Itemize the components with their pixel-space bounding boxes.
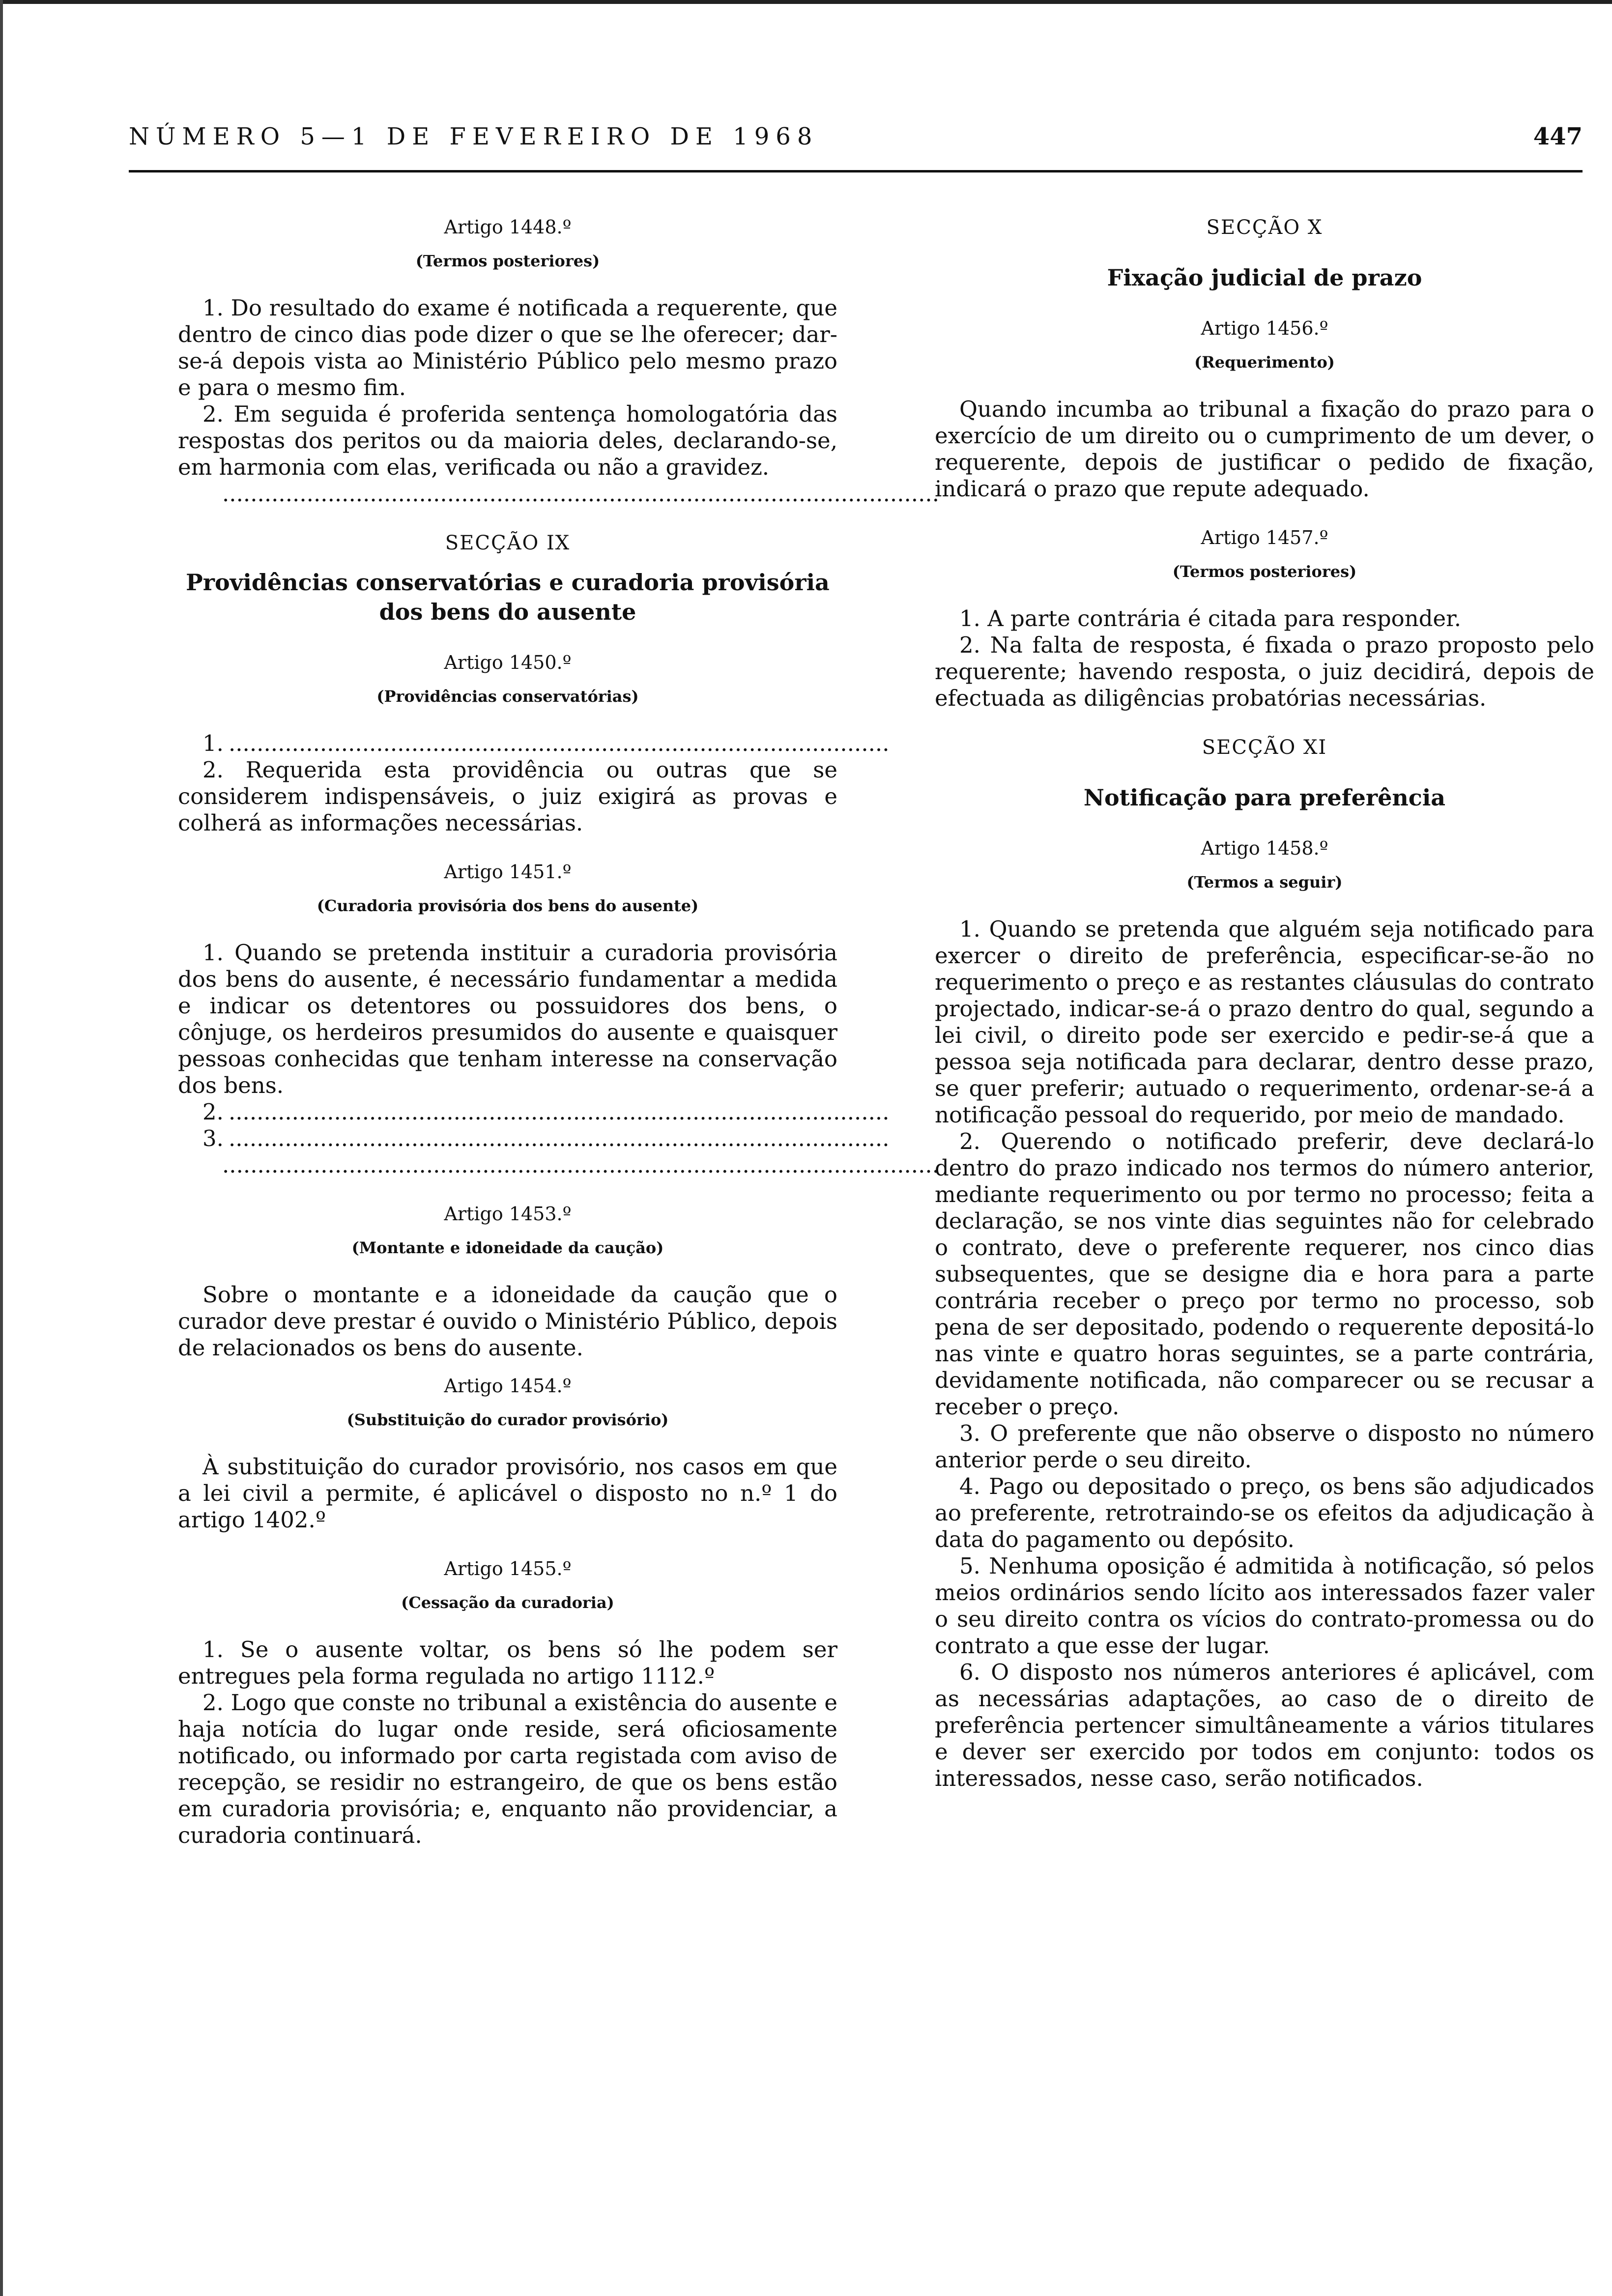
section-xi-label: SECÇÃO XI	[1202, 736, 1327, 759]
article-1458-paragraph-2: 2. Querendo o notificado preferir, deve declará-lo dentro do prazo indicado nos termos do número anterior, mediante requerimento ou por termo no processo; feita a declaração, se nos vinte dias seguintes não for celebrado o contrato, deve o preferente requerer, nos cinco dias subsequentes, que se designe dia e hora para a parte contrária receber o preço por termo no processo, sob pena de ser depositado, podendo o requerente depositá-lo nas vinte e quatro horas seguintes, se a parte contrária, devidamente notificada, não comparecer ou se recusar a receber o preço.	[935, 1128, 1594, 1420]
page-number: 447	[1533, 123, 1583, 150]
article-1453-subtitle: (Montante e idoneidade da caução)	[351, 1238, 664, 1257]
right-column	[935, 216, 1594, 1792]
article-1450-paragraph-2: 2. Requerida esta providência ou outras que se considerem indispensáveis, o juiz exigirá as provas e colherá as informações necessárias.	[178, 756, 837, 836]
article-1451-item-3	[178, 1125, 890, 1152]
article-1458-title: Artigo 1458.º	[1201, 837, 1328, 859]
elision-dots: ..............................................................................................	[228, 730, 890, 756]
article-1454-title: Artigo 1454.º	[444, 1375, 572, 1397]
article-1456-paragraph-1: Quando incumba ao tribunal a fixação do prazo para o exercício de um direito ou o cumprimento de um dever, o requerente, depois de justificar o pedido de fixação, indicará o prazo que repute adequado.	[935, 396, 1594, 502]
article-1455-paragraph-1: 1. Se o ausente voltar, os bens só lhe podem ser entregues pela forma regulada no artigo 1112.º	[178, 1636, 837, 1689]
article-1451-title: Artigo 1451.º	[444, 861, 572, 883]
article-1448-paragraph-2: 2. Em seguida é proferida sentença homologatória das respostas dos peritos ou da maioria deles, declarando-se, em harmonia com elas, verificada ou não a gravidez.	[178, 401, 837, 480]
article-1457-paragraph-1: 1. A parte contrária é citada para responder.	[959, 605, 1462, 631]
article-1458-paragraph-4: 4. Pago ou depositado o preço, os bens são adjudicados ao preferente, retrotraindo-se os efeitos da adjudicação à data do pagamento ou depósito.	[935, 1473, 1594, 1552]
article-1456-title: Artigo 1456.º	[1201, 317, 1328, 339]
header-title: NÚMERO 5—1 DE FEVEREIRO DE 1968	[129, 123, 819, 150]
elision-dots: ..............................................................................................	[228, 1125, 890, 1151]
left-border-rule	[0, 0, 3, 2296]
elision-dots: ..............................................................................................	[228, 1098, 890, 1125]
article-1457-paragraph-2: 2. Na falta de resposta, é fixada o prazo proposto pelo requerente; havendo resposta, o juiz decidirá, depois de efectuada as diligências probatórias necessárias.	[935, 631, 1594, 711]
section-x-title: Fixação judicial de prazo	[1107, 264, 1422, 291]
left-column	[178, 216, 940, 1849]
article-1448-title: Artigo 1448.º	[444, 216, 572, 238]
article-1450-title: Artigo 1450.º	[444, 651, 572, 673]
item-number: 3.	[202, 1125, 224, 1151]
article-1458-paragraph-6: 6. O disposto nos números anteriores é aplicável, com as necessárias adaptações, ao caso de o direito de preferência pertencer simultâneamente a vários titulares e dever ser exercido por todos em conjunto: todos os interessados, nesse caso, serão notificados.	[935, 1659, 1594, 1791]
article-1454-paragraph-1: À substituição do curador provisório, nos casos em que a lei civil a permite, é aplicável o disposto no n.º 1 do artigo 1402.º	[178, 1453, 837, 1533]
item-number: 2.	[202, 1098, 224, 1125]
article-1456-subtitle: (Requerimento)	[1194, 352, 1335, 372]
article-1457-title: Artigo 1457.º	[1201, 526, 1328, 548]
page-header	[129, 118, 1583, 162]
article-1450-subtitle: (Providências conservatórias)	[376, 687, 639, 706]
section-ix-label: SECÇÃO IX	[445, 532, 571, 554]
article-1455-subtitle: (Cessação da curadoria)	[401, 1593, 614, 1612]
section-ix-title: Providências conservatórias e curadoria provisória dos bens do ausente	[186, 569, 830, 625]
article-1448-subtitle: (Termos posteriores)	[415, 252, 600, 270]
header-rule	[129, 170, 1583, 172]
elision-dots: ......................................................................................................	[222, 1151, 940, 1178]
article-1453-paragraph-1: Sobre o montante e a idoneidade da caução que o curador deve prestar é ouvido o Ministério Público, depois de relacionados os bens do ausente.	[178, 1281, 837, 1361]
article-1453-title: Artigo 1453.º	[444, 1203, 572, 1225]
article-1451-item-2	[178, 1098, 890, 1125]
section-x-label: SECÇÃO X	[1206, 216, 1323, 239]
article-1448-paragraph-1: 1. Do resultado do exame é notificada a requerente, que dentro de cinco dias pode dizer o que se lhe oferecer; dar-se-á depois vista ao Ministério Público pelo mesmo prazo e para o mesmo fim.	[178, 295, 837, 401]
article-1455-paragraph-2: 2. Logo que conste no tribunal a existência do ausente e haja notícia do lugar onde reside, será oficiosamente notificado, ou informado por carta registada com aviso de recepção, se residir no estrangeiro, de que os bens estão em curadoria provisória; e, enquanto não providenciar, a curadoria continuará.	[178, 1689, 837, 1848]
article-1458-paragraph-5: 5. Nenhuma oposição é admitida à notificação, só pelos meios ordinários sendo lícito aos interessados fazer valer o seu direito contra os vícios do contrato-promessa ou do contrato a que esse der lugar.	[935, 1552, 1594, 1659]
article-1458-paragraph-3: 3. O preferente que não observe o disposto no número anterior perde o seu direito.	[935, 1420, 1594, 1473]
article-1451-paragraph-1: 1. Quando se pretenda instituir a curadoria provisória dos bens do ausente, é necessário fundamentar a medida e indicar os detentores ou possuidores dos bens, o cônjuge, os herdeiros presumidos do ausente e quaisquer pessoas conhecidas que tenham interesse na conservação dos bens.	[178, 939, 837, 1098]
article-1451-subtitle: (Curadoria provisória dos bens do ausente)	[317, 896, 699, 915]
elision-dots: ......................................................................................................	[222, 481, 940, 507]
article-1455-title: Artigo 1455.º	[444, 1557, 572, 1579]
section-xi-title: Notificação para preferência	[1083, 784, 1446, 811]
article-1458-subtitle: (Termos a seguir)	[1186, 872, 1343, 891]
item-number: 1.	[202, 730, 224, 756]
top-border-rule	[0, 0, 1612, 4]
article-1458-paragraph-1: 1. Quando se pretenda que alguém seja notificado para exercer o direito de preferência, especificar-se-ão no requerimento o preço e as restantes cláusulas do contrato projectado, indicar-se-á o prazo dentro do qual, segundo a lei civil, o direito pode ser exercido e pedir-se-á que a pessoa seja notificada para declarar, dentro desse prazo, se quer preferir; autuado o requerimento, ordenar-se-á a notificação pessoal do requerido, por meio de mandado.	[935, 916, 1594, 1128]
article-1454-subtitle: (Substituição do curador provisório)	[346, 1410, 669, 1429]
article-1450-item-1	[178, 730, 890, 757]
article-1457-subtitle: (Termos posteriores)	[1172, 562, 1357, 581]
